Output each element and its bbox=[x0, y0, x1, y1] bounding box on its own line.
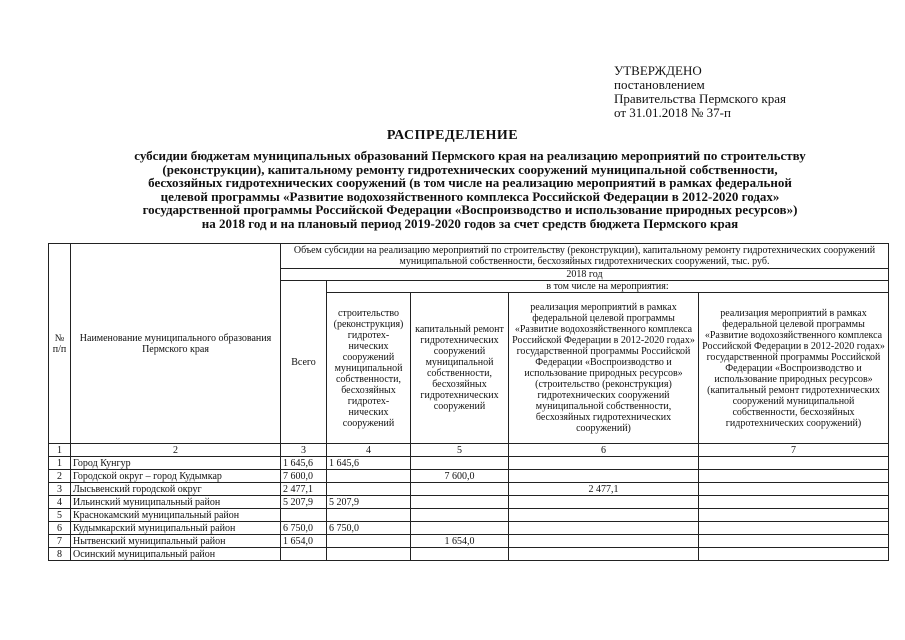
header-fcp-repair: реализация мероприятий в рамках федеральной целевой программы «Развитие водохозяйственного комплекса Российской Федерации в 2012-2020 годах» государственной программы Российской Федерации «Воспроизводство и использование природных ресурсов» (капитальный ремонт гидротехнических сооружений муниципальной собственности, бесхозяйных гидротехнических сооружений) bbox=[699, 293, 889, 444]
column-number: 7 bbox=[699, 444, 889, 457]
table-row bbox=[49, 483, 889, 496]
row-construction: 1 645,6 bbox=[327, 457, 411, 470]
row-total: 1 645,6 bbox=[281, 457, 327, 470]
row-capital-repair bbox=[411, 483, 509, 496]
row-total bbox=[281, 548, 327, 561]
row-municipality: Кудымкарский муниципальный район bbox=[71, 522, 281, 535]
row-municipality: Краснокамский муниципальный район bbox=[71, 509, 281, 522]
row-number: 8 bbox=[49, 548, 71, 561]
row-total: 2 477,1 bbox=[281, 483, 327, 496]
row-capital-repair: 7 600,0 bbox=[411, 470, 509, 483]
row-number: 6 bbox=[49, 522, 71, 535]
row-construction bbox=[327, 535, 411, 548]
subtitle-line: (реконструкции), капитальному ремонту гидротехнических сооружений муниципальной собственности, bbox=[162, 161, 778, 177]
row-construction: 5 207,9 bbox=[327, 496, 411, 509]
header-number: № п/п bbox=[49, 244, 71, 444]
table-row bbox=[49, 470, 889, 483]
row-fcp-repair bbox=[699, 509, 889, 522]
row-capital-repair bbox=[411, 522, 509, 535]
row-fcp-construction bbox=[509, 522, 699, 535]
table-row bbox=[49, 496, 889, 509]
table-row bbox=[49, 457, 889, 470]
approval-stamp bbox=[614, 64, 844, 120]
header-volume: Объем субсидии на реализацию мероприятий по строительству (реконструкции), капитальному ремонту гидротехнических сооружений муниципальной собственности, бесхозяйных гидротехнических сооружений, тыс. руб. bbox=[281, 244, 889, 269]
header-year: 2018 год bbox=[281, 269, 889, 281]
row-municipality: Городской округ – город Кудымкар bbox=[71, 470, 281, 483]
row-total bbox=[281, 509, 327, 522]
header-capital-repair: капитальный ремонт гидротехнических сооружений муниципальной собственности, бесхозяйных гидротехнических сооружений bbox=[411, 293, 509, 444]
row-fcp-construction: 2 477,1 bbox=[509, 483, 699, 496]
row-number: 2 bbox=[49, 470, 71, 483]
column-number: 2 bbox=[71, 444, 281, 457]
row-capital-repair bbox=[411, 548, 509, 561]
row-fcp-repair bbox=[699, 496, 889, 509]
row-fcp-repair bbox=[699, 483, 889, 496]
row-capital-repair bbox=[411, 509, 509, 522]
row-municipality: Город Кунгур bbox=[71, 457, 281, 470]
row-fcp-construction bbox=[509, 496, 699, 509]
row-number: 4 bbox=[49, 496, 71, 509]
table-row bbox=[49, 535, 889, 548]
approval-line-4: от 31.01.2018 № 37-п bbox=[614, 105, 731, 120]
row-capital-repair bbox=[411, 457, 509, 470]
row-construction bbox=[327, 470, 411, 483]
subsidy-table bbox=[48, 243, 889, 561]
table-row bbox=[49, 522, 889, 535]
subtitle-line: бесхозяйных гидротехнических сооружений (в том числе на реализацию мероприятий в рамках федеральной bbox=[148, 175, 792, 190]
row-total: 6 750,0 bbox=[281, 522, 327, 535]
row-construction bbox=[327, 483, 411, 496]
row-capital-repair: 1 654,0 bbox=[411, 535, 509, 548]
row-fcp-construction bbox=[509, 548, 699, 561]
row-fcp-construction bbox=[509, 535, 699, 548]
column-number: 6 bbox=[509, 444, 699, 457]
document-title: РАСПРЕДЕЛЕНИЕ bbox=[386, 128, 519, 143]
row-fcp-construction bbox=[509, 470, 699, 483]
column-number: 3 bbox=[281, 444, 327, 457]
row-total: 7 600,0 bbox=[281, 470, 327, 483]
subtitle-line: на 2018 год и на плановый период 2019-2020 годов за счет средств бюджета Пермского края bbox=[201, 215, 739, 231]
header-total: Всего bbox=[281, 281, 327, 444]
row-number: 3 bbox=[49, 483, 71, 496]
column-number: 1 bbox=[49, 444, 71, 457]
row-fcp-repair bbox=[699, 535, 889, 548]
row-fcp-construction bbox=[509, 457, 699, 470]
row-number: 7 bbox=[49, 535, 71, 548]
row-total: 1 654,0 bbox=[281, 535, 327, 548]
row-capital-repair bbox=[411, 496, 509, 509]
header-construction: строительство (реконструкция) гидротех-нических сооружений муниципальной собственности, бесхозяйных гидротех-нических сооружений bbox=[327, 293, 411, 444]
column-number: 4 bbox=[327, 444, 411, 457]
header-fcp-construction: реализация мероприятий в рамках федеральной целевой программы «Развитие водохозяйственного комплекса Российской Федерации в 2012-2020 годах» государственной программы Российской Федерации «Воспроизводство и использование природных ресурсов» (строительство (реконструкция) гидротехнических сооружений муниципальной собственности, бесхозяйных гидротехнических сооружений) bbox=[509, 293, 699, 444]
column-number: 5 bbox=[411, 444, 509, 457]
subtitle-line: целевой программы «Развитие водохозяйственного комплекса Российской Федерации в 2012-2020 годах» bbox=[160, 188, 780, 204]
row-municipality: Осинский муниципальный район bbox=[71, 548, 281, 561]
row-fcp-construction bbox=[509, 509, 699, 522]
header-including: в том числе на мероприятия: bbox=[327, 281, 889, 293]
document-subtitle bbox=[70, 149, 870, 230]
subtitle-line: государственной программы Российской Федерации «Воспроизводство и использование природных ресурсов») bbox=[142, 202, 798, 217]
row-fcp-repair bbox=[699, 470, 889, 483]
approval-line-2: постановлением bbox=[614, 77, 705, 92]
row-construction bbox=[327, 509, 411, 522]
row-fcp-repair bbox=[699, 548, 889, 561]
row-number: 5 bbox=[49, 509, 71, 522]
row-number: 1 bbox=[49, 457, 71, 470]
approval-line-3: Правительства Пермского края bbox=[614, 91, 786, 106]
row-fcp-repair bbox=[699, 522, 889, 535]
row-total: 5 207,9 bbox=[281, 496, 327, 509]
row-construction bbox=[327, 548, 411, 561]
row-fcp-repair bbox=[699, 457, 889, 470]
row-municipality: Ильинский муниципальный район bbox=[71, 496, 281, 509]
table-row bbox=[49, 509, 889, 522]
approval-line-1: УТВЕРЖДЕНО bbox=[614, 63, 702, 78]
subtitle-line: субсидии бюджетам муниципальных образований Пермского края на реализацию мероприятий по строительству bbox=[134, 148, 806, 163]
table-row bbox=[49, 548, 889, 561]
row-municipality: Нытвенский муниципальный район bbox=[71, 535, 281, 548]
row-construction: 6 750,0 bbox=[327, 522, 411, 535]
header-municipality: Наименование муниципального образования Пермского края bbox=[71, 244, 281, 444]
row-municipality: Лысьвенский городской округ bbox=[71, 483, 281, 496]
